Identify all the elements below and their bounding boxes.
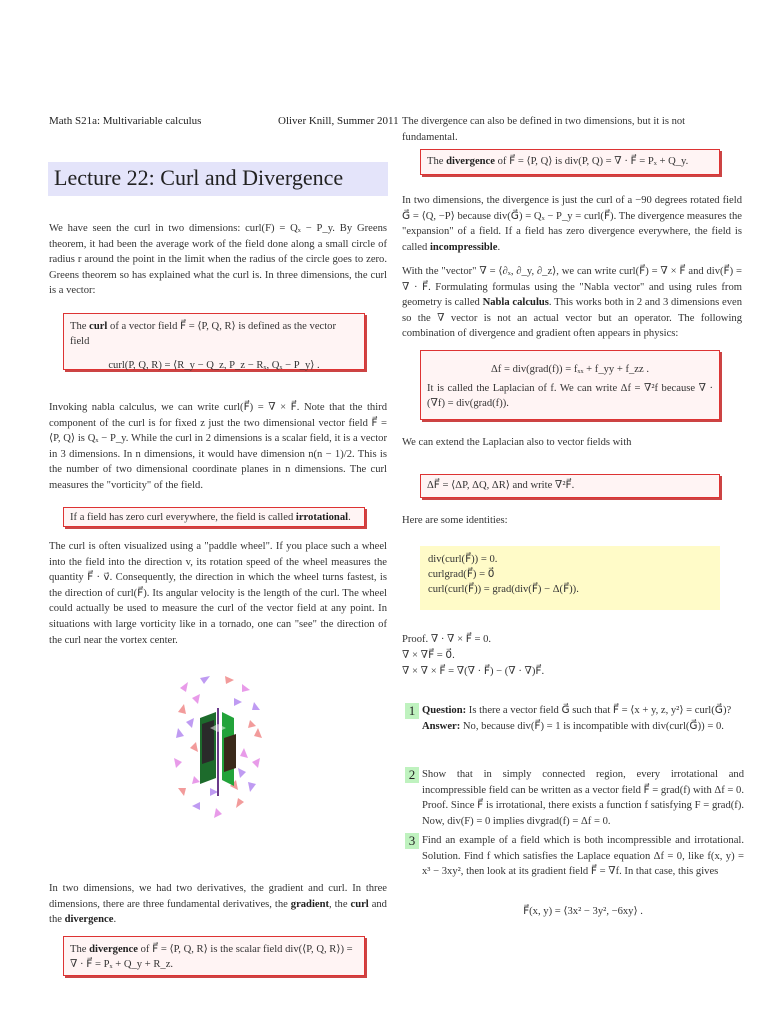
problem-3-formula: F⃗(x, y) = ⟨3x² − 3y², −6xy⟩ . — [523, 906, 643, 917]
title-banner — [48, 162, 388, 196]
identity-1: div(curl(F⃗)) = 0. — [428, 554, 498, 565]
laplacian-box — [420, 350, 720, 420]
problem-2: Show that in simply connected region, every irrotational and incompressible field can be written as a vector field F⃗ = grad(f) with Δf = 0. Proof. Since F⃗ is irrotational, there exists a function f satisfying F = grad(f). Now, div(F) = 0 implies divgrad(f) = Δf = 0. — [422, 769, 744, 827]
curl-definition-box — [63, 313, 365, 370]
curl-definition-text: The curl of a vector field F⃗ = ⟨P, Q, R⟩ is defined as the vector field — [70, 321, 336, 347]
identities-box — [420, 546, 720, 610]
vector-field-figure — [170, 668, 270, 828]
problem-3: Find an example of a field which is both incompressible and irrotational. Solution. Find f which satisfies the Laplace equation Δf = 0, like f(x, y) = x³ − 3xy², then look at its gradient field F⃗ = ∇f. In that case, this gives — [422, 835, 744, 878]
nabla-curl-paragraph: Invoking nabla calculus, we can write curl(F⃗) = ∇ × F⃗. Note that the third component of the curl is for fixed z just the two dimensional vector field F⃗ = ⟨P, Q⟩ is Qₓ − P_y. While the curl in 2 dimensions is a scalar field, it is a vector in 3 dimensions. In n dimensions, it would have dimension n(n − 1)/2. This is the number of two dimensional coordinate planes in n dimensions. The curl measures the "vorticity" of the field. — [49, 402, 387, 491]
divergence-2d-box: The divergence of F⃗ = ⟨P, Q⟩ is div(P, Q) = ∇ · F⃗ = Pₓ + Q_y. — [420, 149, 720, 175]
laplacian-text: It is called the Laplacian of f. We can write Δf = ∇²f because ∇ · (∇f) = div(grad(f)). — [427, 383, 713, 409]
problem-number-3: 3 — [405, 833, 419, 849]
intro-paragraph: We have seen the curl in two dimensions: curl(F) = Qₓ − P_y. By Greens theorem, it had been the average work of the field done along a small circle of radius r around the point in the limit when the radius of the circle goes to zero. Greens theorem so has explained what the curl is. In three dimensions, the curl is a vector: — [49, 223, 387, 297]
identities-intro: Here are some identities: — [402, 515, 508, 526]
derivatives-paragraph: In two dimensions, we had two derivatives, the gradient and curl. In three dimensions, there are three fundamental derivatives, the gradient, the curl and the divergence. — [49, 883, 387, 926]
problem-number-2: 2 — [405, 767, 419, 783]
rotated-field-paragraph: In two dimensions, the divergence is just the curl of a −90 degrees rotated field G⃗ = ⟨Q, −P⟩ because div(G⃗) = Qₓ − P_y = curl(F⃗). The divergence measures the "expansion" of a field. If a field has zero divergence everywhere, the field is called incompressible. — [402, 195, 742, 253]
problem-1: Question: Is there a vector field G⃗ such that F⃗ = ⟨x + y, z, y²⟩ = curl(G⃗)? Answer: No, because div(F⃗) = 1 is incompatible with div(curl(G⃗)) = 0. — [422, 705, 732, 732]
proof-line-1: Proof. ∇ · ∇ × F⃗ = 0. — [402, 634, 492, 645]
curl-formula: curl(P, Q, R) = ⟨R_y − Q_z, P_z − Rₓ, Qₓ − P_y⟩ . — [108, 360, 320, 371]
vector-laplacian-box: ΔF⃗ = ⟨ΔP, ΔQ, ΔR⟩ and write ∇²F⃗. — [420, 474, 720, 498]
div2d-intro: The divergence can also be defined in two dimensions, but it is not fundamental. — [402, 116, 686, 143]
nabla-calculus-paragraph: With the "vector" ∇ = ⟨∂ₓ, ∂_y, ∂_z⟩, we can write curl(F⃗) = ∇ × F⃗ and div(F⃗) = ∇ · F⃗. Formulating formulas using the "Nabla vector" and using rules from geometry is called Nabla calculus. This works both in 2 and 3 dimensions even so the ∇ vector is not an actual vector but an operator. The following combination of divergence and gradient often appears in physics: — [402, 266, 742, 340]
lecture-title: Lecture 22: Curl and Divergence — [54, 165, 344, 190]
irrotational-box: If a field has zero curl everywhere, the field is called irrotational. — [63, 507, 365, 527]
paddle-wheel-paragraph: The curl is often visualized using a "paddle wheel". If you place such a wheel into the field into the direction v, its rotation speed of the wheel measures the quantity F⃗ · v⃗. Consequently, the direction in which the wheel turns fastest, is the direction of curl(F⃗). Its angular velocity is the length of the curl. The wheel could actually be used to measure the curl of the vector field at any point. In situations with large vorticity like in a tornado, one can "see" the direction of the curl near the vortex center. — [49, 541, 387, 646]
author-line: Oliver Knill, Summer 2011 — [278, 115, 399, 127]
identity-3: curl(curl(F⃗)) = grad(div(F⃗) − Δ(F⃗)). — [428, 584, 579, 595]
course-name: Math S21a: Multivariable calculus — [49, 115, 202, 127]
problem-number-1: 1 — [405, 703, 419, 719]
proof-line-2: ∇ × ∇F⃗ = 0⃗. — [402, 650, 455, 661]
laplacian-formula: Δf = div(grad(f)) = fₓₓ + f_yy + f_zz . — [490, 364, 650, 375]
extend-laplacian-text: We can extend the Laplacian also to vector fields with — [402, 437, 632, 448]
proof-block — [402, 632, 742, 680]
identity-2: curlgrad(F⃗) = 0⃗ — [428, 569, 495, 580]
divergence-definition-box: The divergence of F⃗ = ⟨P, Q, R⟩ is the scalar field div(⟨P, Q, R⟩) = ∇ · F⃗ = Pₓ + Q_y + R_z. — [63, 936, 365, 976]
proof-line-3: ∇ × ∇ × F⃗ = ∇(∇ · F⃗) − (∇ · ∇)F⃗. — [402, 666, 545, 677]
